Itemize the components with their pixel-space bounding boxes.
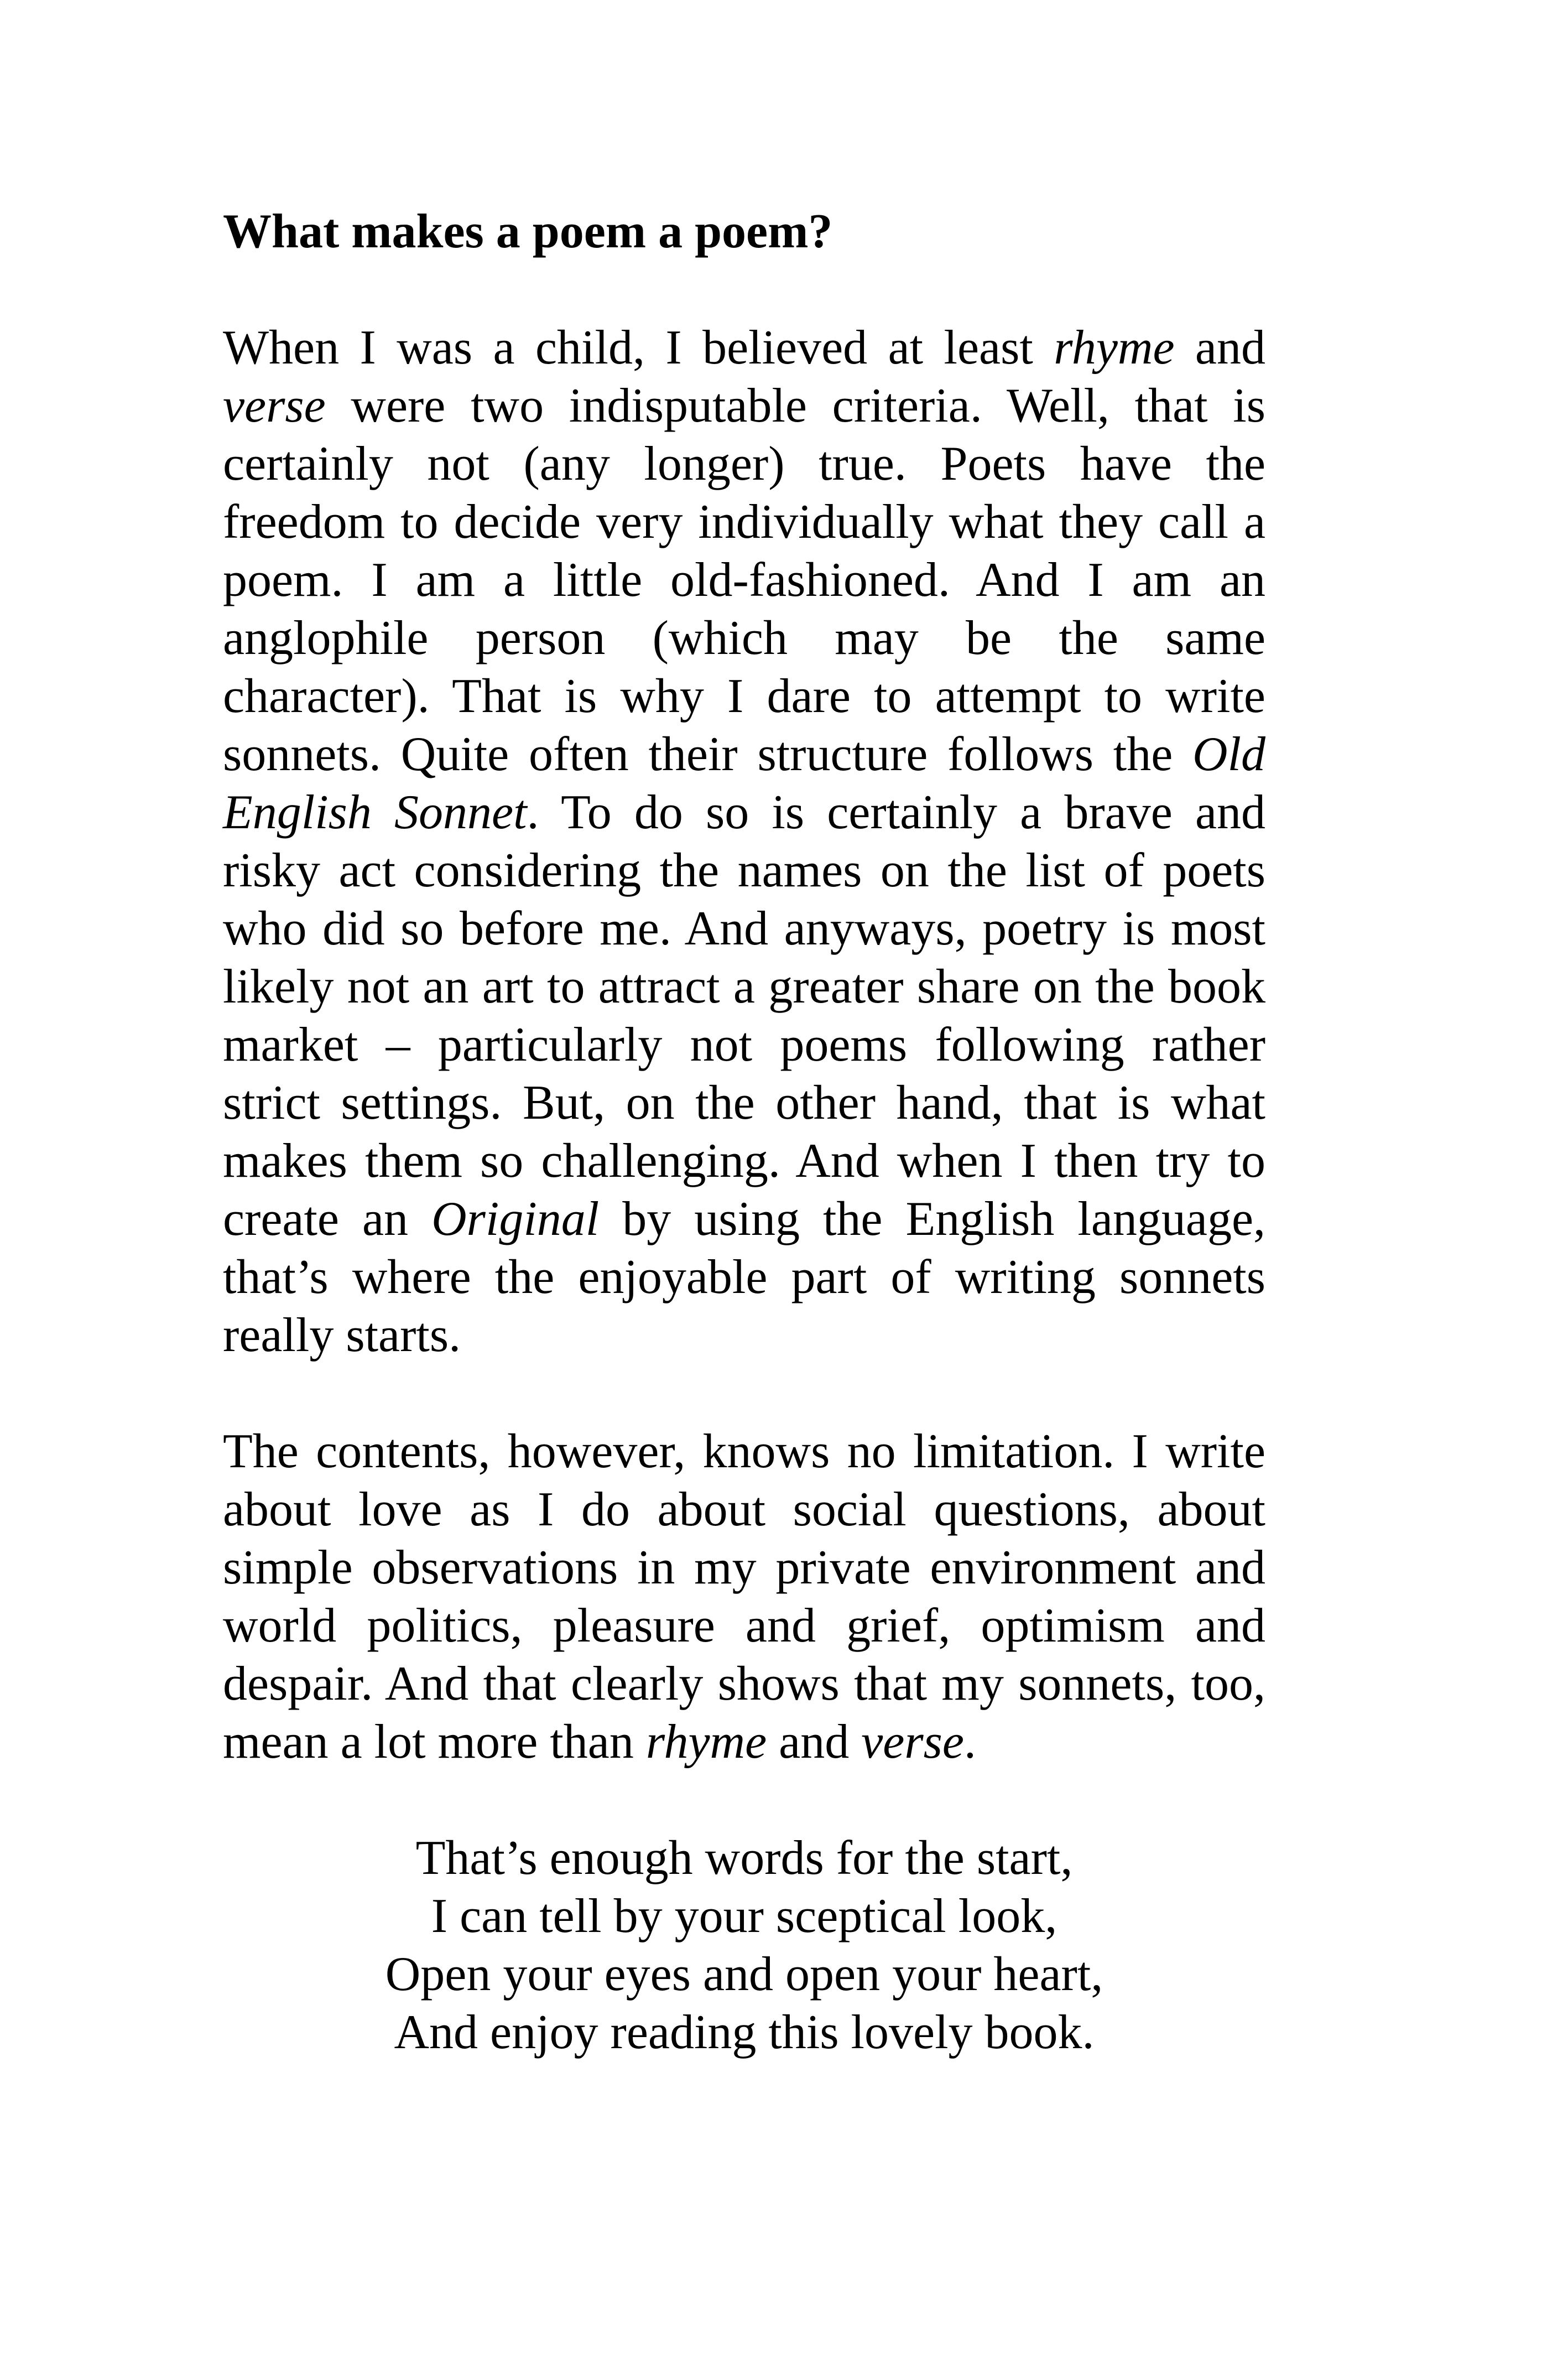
document-body — [223, 202, 1265, 2061]
paragraph-contents — [223, 1422, 1265, 1771]
text-run: The contents, however, knows no limitation. I write about love as I do about social questions, about simple observations in my private environment and world politics, pleasure and grief, optimism and despair. And that clearly shows that my sonnets, too, mean a lot more than — [223, 1425, 1265, 1769]
text-run-italic: rhyme — [645, 1715, 767, 1769]
text-run: When I was a child, I believed at least — [223, 321, 1054, 375]
text-run-italic: Old English Sonnet — [223, 728, 1265, 839]
text-run: . — [963, 1715, 976, 1769]
text-run: by using the English language, that’s where the enjoyable part of writing sonnets really starts. — [223, 1192, 1266, 1362]
text-run: . To do so is certainly a brave and risky act considering the names on the list of poets who did so before me. And anyways, poetry is most likely not an art to attract a greater share on the book market – particularly not poems following rather strict settings. But, on the other hand, that is what makes them so challenging. And when I then try to create an — [223, 786, 1265, 1246]
verse-line: Open your eyes and open your heart, — [385, 1947, 1103, 2001]
document-heading: What makes a poem a poem? — [223, 205, 833, 258]
paragraph-intro — [223, 319, 1265, 1364]
text-run: and — [1174, 321, 1265, 375]
verse-line: That’s enough words for the start, — [415, 1831, 1073, 1885]
closing-verse — [223, 1829, 1265, 2061]
text-run: and — [767, 1715, 862, 1769]
text-run: were two indisputable criteria. Well, that is certainly not (any longer) true. Poets have the freedom to decide very individually what they call a poem. I am a little old-fashioned. And I am an anglophile person (which may be the same character). That is why I dare to attempt to write sonnets. Quite often their structure follows the — [223, 379, 1265, 781]
text-run-italic: verse — [223, 379, 326, 433]
verse-line: I can tell by your sceptical look, — [431, 1889, 1058, 1943]
text-run-italic: Original — [431, 1192, 600, 1246]
text-run-italic: rhyme — [1054, 321, 1175, 375]
verse-line: And enjoy reading this lovely book. — [394, 2006, 1095, 2059]
text-run-italic: verse — [861, 1715, 964, 1769]
